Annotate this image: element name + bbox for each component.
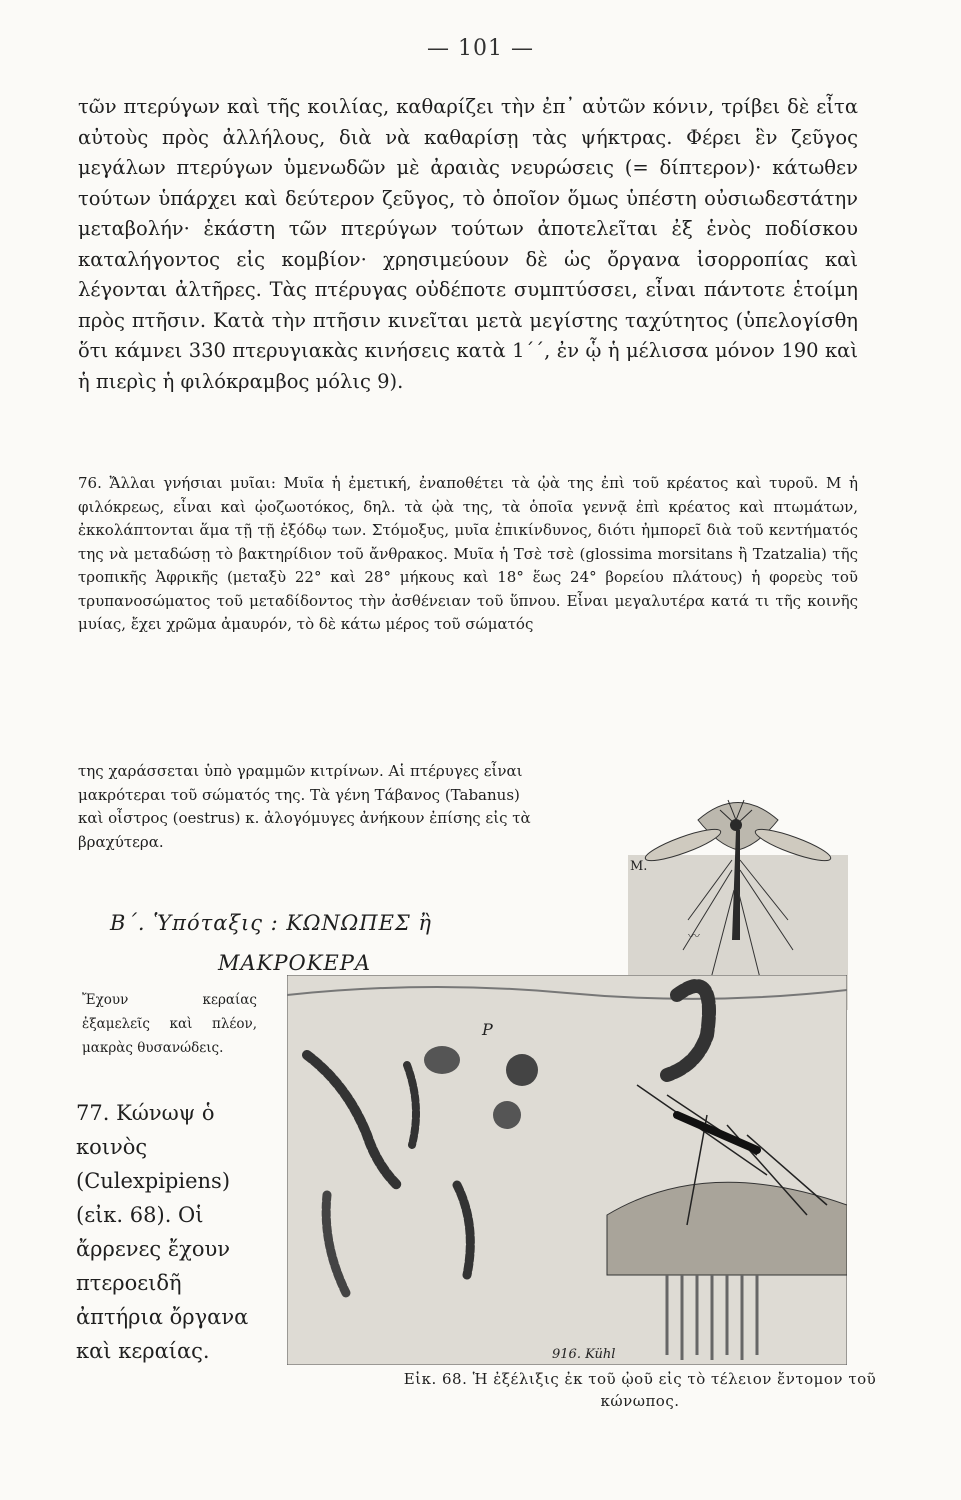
pupa-2 — [506, 1054, 538, 1086]
figure-label-m: M. — [630, 859, 648, 874]
heading-line-2: ΜΑΚΡΟΚΕΡΑ — [218, 951, 372, 975]
pupa-small: 〰 — [688, 929, 701, 943]
pupa-1 — [424, 1046, 460, 1074]
figure-caption: Εἰκ. 68. Ἡ ἐξέλιξις ἐκ τοῦ ᾠοῦ εἰς τὸ τέλειον ἔντομον τοῦ κώνωπος. — [403, 1370, 877, 1410]
sidebar-description: Ἔχουν κεραίας ἐξαμελεῖς καὶ πλέον, μακρὰς θυσανώδεις. — [82, 992, 257, 1056]
paragraph-76-continuation: της χαράσσεται ὑπὸ γραμμῶν κιτρίνων. Αἱ πτέρυγες εἶναι μακρότεραι τοῦ σώματός της. Τὰ γένη Τάβανος (Tabanus) καὶ οἶστρος (oestrus) κ. ἀλογόμυγες ἀνήκουν ἐπίσης εἰς τὰ βραχύτερα. — [78, 762, 531, 851]
figure-signature: 916. Kühl — [552, 1347, 616, 1362]
paragraph-76: 76. Ἄλλαι γνήσιαι μυῖαι: Μυῖα ἡ ἐμετική, ἐναποθέτει τὰ ᾠὰ της ἐπὶ τοῦ κρέατος καὶ τυροῦ. Μ ἡ φιλόκρεως, εἶναι καὶ ᾠοζωοτόκος, δηλ. τὰ ᾠὰ της, τὰ ὁποῖα γεννᾷ ἐπὶ κρέατος καὶ πτωμάτων, ἐκκολάπτονται ἅμα τῇ τῇ ἐξόδῳ των. Στόμοξυς, μυῖα ἐπικίνδυνος, διότι ἠμπορεῖ διὰ τοῦ κεντήματός της νὰ μεταδώσῃ τὸ βακτηρίδιον τοῦ ἄνθρακος. Μυῖα ἡ Τσὲ τσὲ (glossima morsitans ἢ Tzatzalia) τῆς τροπικῆς Ἀφρικῆς (μεταξὺ 22° καὶ 28° μήκους καὶ 18° ἕως 24° βορείου πλάτους) ἡ φορεὺς τοῦ τρυπανοσώματος τοῦ μεταδίδοντος τὴν ἀσθένειαν τοῦ ὕπνου. Εἶναι μεγαλυτέρα κατά τι τῆς κοινῆς μυίας, ἔχει χρῶμα ἀμαυρόν, τὸ δὲ κάτω μέρος τοῦ σώματός — [78, 474, 858, 633]
egg-columns — [667, 1275, 757, 1360]
heading-line-1: Β΄. Ὑπόταξις : ΚΩΝΩΠΕΣ ἢ — [110, 911, 433, 935]
page-number: — 101 — — [427, 36, 534, 61]
pupa-3 — [493, 1101, 521, 1129]
water-background — [287, 975, 847, 1365]
suborder-heading — [110, 903, 432, 983]
mosquito-lifecycle-illustration — [287, 975, 847, 1365]
main-paragraph: τῶν πτερύγων καὶ τῆς κοιλίας, καθαρίζει τὴν ἐπ᾿ αὐτῶν κόνιν, τρίβει δὲ εἶτα αὐτοὺς πρὸς ἀλλήλους, διὰ νὰ καθαρίσῃ τὰς ψήκτρας. Φέρει ἓν ζεῦγος μεγάλων πτερύγων ὑμενωδῶν μὲ ἀραιὰς νευρώσεις (= δίπτερον)· κάτωθεν τούτων ὑπάρχει καὶ δεύτερον ζεῦγος, τὸ ὁποῖον ὅμως ὑπέστη οὐσιωδεστάτην μεταβολήν· ἑκάστη τῶν πτερύγων τούτων ἀποτελεῖται ἐξ ἑνὸς ποδίσκου καταλήγοντος εἰς κομβίον· χρησιμεύουν δὲ ὡς ὄργανα ἰσορροπίας καὶ λέγονται ἀλτῆρες. Τὰς πτέρυγας οὐδέποτε συμπτύσσει, εἶναι πάντοτε ἑτοίμη πρὸς πτῆσιν. Κατὰ τὴν πτῆσιν κινεῖται μετὰ μεγίστης ταχύτητος (ὑπελογίσθη ὅτι κάμνει 330 πτερυγιακὰς κινήσεις κατὰ 1΄΄, ἐν ᾧ ἡ μέλισσα μόνον 190 καὶ ἡ πιερὶς ἡ φιλόκραμβος μόλις 9). — [78, 95, 858, 393]
paragraph-77: 77. Κώνωψ ὁ κοινὸς (Culexpipiens) (εἰκ. 68). Οἱ ἄρρενες ἔχουν πτεροειδῆ ἀπτήρια ὄργανα καὶ κεραίας. — [76, 1101, 249, 1363]
figure-label-p: P — [482, 1020, 493, 1039]
